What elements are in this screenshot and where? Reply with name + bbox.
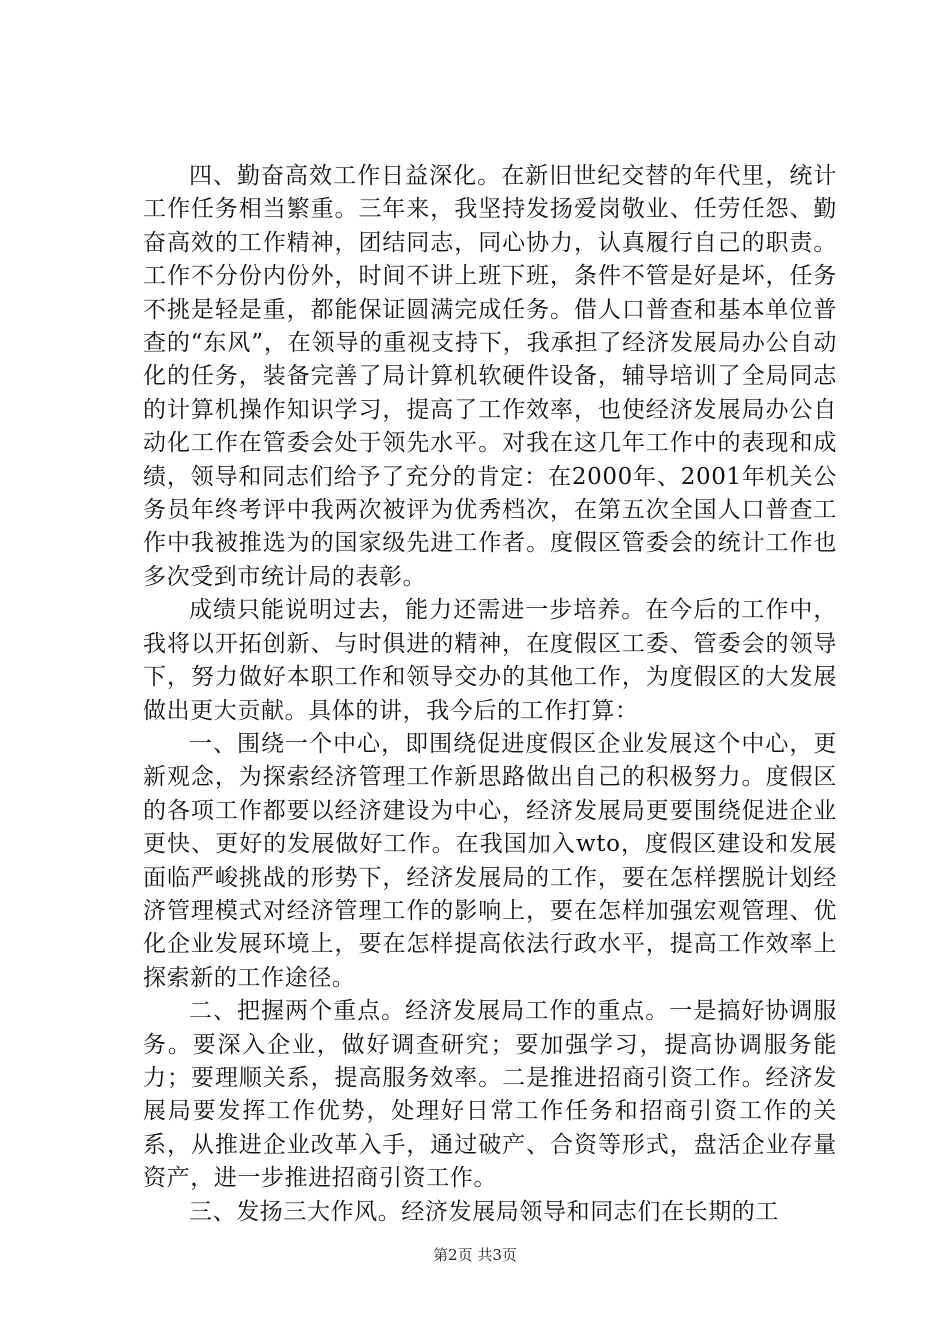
page-footer: 第2页 共3页 [433,1246,517,1264]
paragraph-4: 二、把握两个重点。经济发展局工作的重点。一是搞好协调服务。要深入企业，做好调查研究；要加强学习，提高协调服务能力；要理顺关系，提高服务效率。二是推进招商引资工作。经济发展局要发挥工作优势，处理好日常工作任务和招商引资工作的关系，从推进企业改革入手，通过破产、合资等形式，盘活企业存量资产，进一步推进招商引资工作。 [143,998,837,1192]
paragraph-5: 三、发扬三大作风。经济发展局领导和同志们在长期的工 [189,1198,779,1225]
paragraph-1: 四、勤奋高效工作日益深化。在新旧世纪交替的年代里，统计工作任务相当繁重。三年来，我坚持发扬爱岗敬业、任劳任怨、勤奋高效的工作精神，团结同志，同心协力，认真履行自己的职责。工作不分份内份外，时间不讲上班下班，条件不管是好是坏，任务不挑是轻是重，都能保证圆满完成任务。借人口普查和基本单位普查的“东风”，在领导的重视支持下，我承担了经济发展局办公自动化的任务，装备完善了局计算机软硬件设备，辅导培训了全局同志的计算机操作知识学习，提高了工作效率，也使经济发展局办公自动化工作在管委会处于领先水平。对我在这几年工作中的表现和成绩，领导和同志们给予了充分的肯定：在2000年、2001年机关公务员年终考评中我两次被评为优秀档次，在第五次全国人口普查工作中我被推选为的国家级先进工作者。度假区管委会的统计工作也多次受到市统计局的表彰。 [143,163,837,590]
paragraph-2: 成绩只能说明过去，能力还需进一步培养。在今后的工作中，我将以开拓创新、与时俱进的精神，在度假区工委、管委会的领导下，努力做好本职工作和领导交办的其他工作，为度假区的大发展做出更大贡献。具体的讲，我今后的工作打算： [143,597,837,724]
document-body [143,160,837,1229]
paragraph-3: 一、围绕一个中心，即围绕促进度假区企业发展这个中心，更新观念，为探索经济管理工作新思路做出自己的积极努力。度假区的各项工作都要以经济建设为中心，经济发展局更要围绕促进企业更快、更好的发展做好工作。在我国加入wto，度假区建设和发展面临严峻挑战的形势下，经济发展局的工作，要在怎样摆脱计划经济管理模式对经济管理工作的影响上，要在怎样加强宏观管理、优化企业发展环境上，要在怎样提高依法行政水平，提高工作效率上探索新的工作途径。 [143,730,837,991]
